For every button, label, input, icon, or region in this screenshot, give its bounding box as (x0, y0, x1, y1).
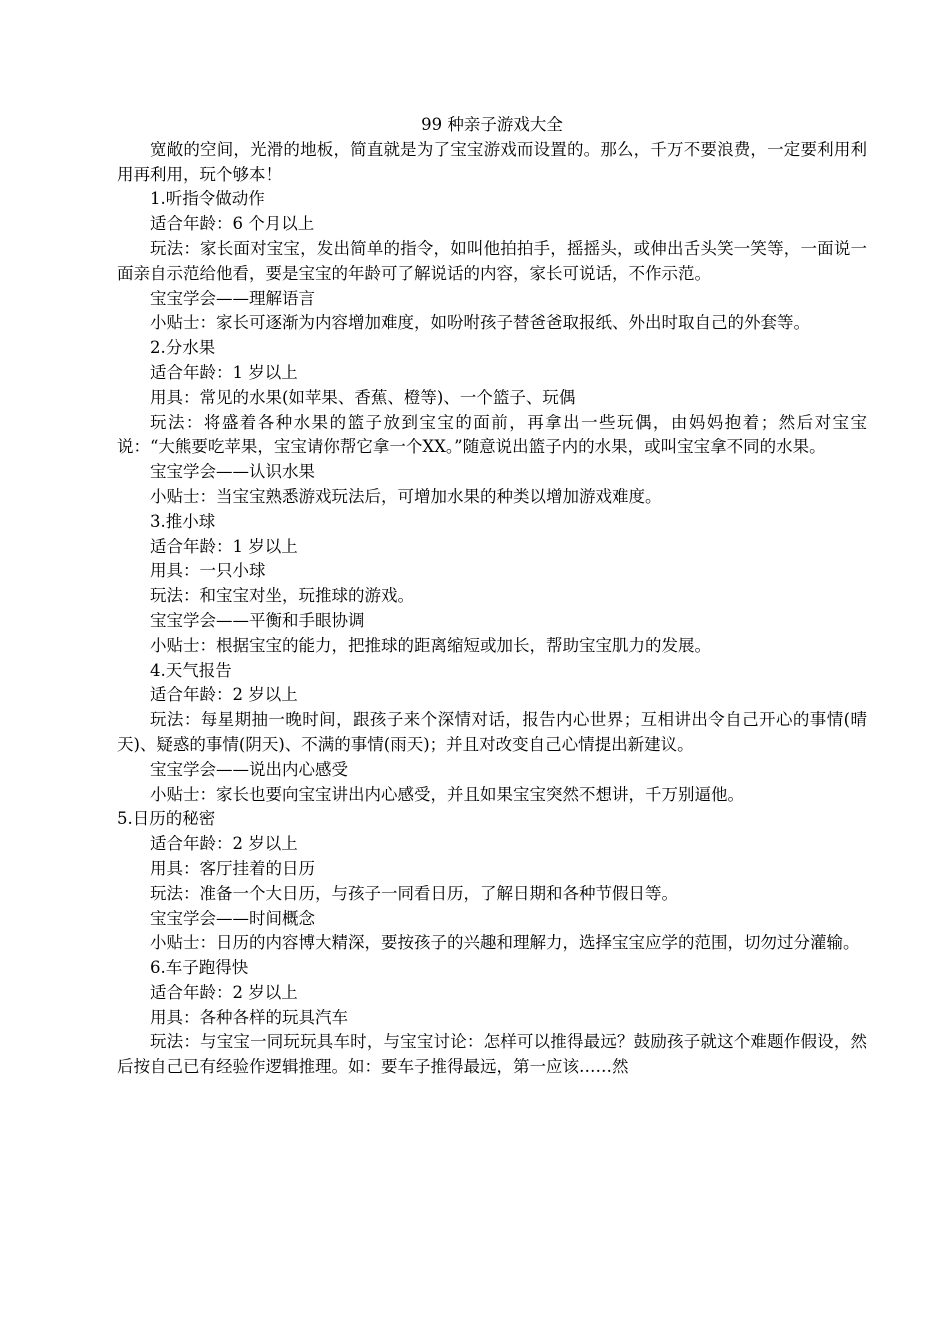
paragraph: 小贴士：当宝宝熟悉游戏玩法后，可增加水果的种类以增加游戏难度。 (150, 486, 662, 506)
paragraph: 玩法：每星期抽一晚时间，跟孩子来个深情对话，报告内心世界；互相讲出令自己开心的事情(晴天)、疑惑的事情(阴天)、不满的事情(雨天)；并且对改变自己心情提出新建议。 (117, 710, 867, 754)
paragraph: 适合年龄：2 岁以上 (150, 982, 298, 1002)
paragraph: 5.日历的秘密 (117, 809, 216, 829)
paragraph: 宽敞的空间，光滑的地板，简直就是为了宝宝游戏而设置的。那么，千万不要浪费，一定要利用利用再利用，玩个够本！ (117, 139, 867, 184)
paragraph: 适合年龄：2 岁以上 (150, 685, 298, 705)
document-body (117, 138, 867, 1080)
paragraph: 小贴士：家长也要向宝宝讲出内心感受，并且如果宝宝突然不想讲，千万别逼他。 (150, 784, 744, 804)
paragraph: 宝宝学会——平衡和手眼协调 (150, 610, 365, 630)
paragraph: 适合年龄：2 岁以上 (150, 834, 298, 854)
paragraph: 小贴士：日历的内容博大精深，要按孩子的兴趣和理解力，选择宝宝应学的范围，切勿过分灌输。 (150, 933, 860, 953)
paragraph: 3.推小球 (150, 511, 216, 531)
paragraph: 宝宝学会——时间概念 (150, 908, 315, 928)
paragraph: 适合年龄：1 岁以上 (150, 362, 298, 382)
paragraph: 小贴士：家长可逐渐为内容增加难度，如吩咐孩子替爸爸取报纸、外出时取自己的外套等。 (150, 313, 810, 333)
paragraph: 4.天气报告 (150, 660, 232, 680)
document-page (117, 113, 867, 1080)
paragraph: 1.听指令做动作 (150, 189, 265, 209)
document-title: 99 种亲子游戏大全 (421, 115, 563, 134)
paragraph: 宝宝学会——说出内心感受 (150, 759, 348, 779)
paragraph: 6.车子跑得快 (150, 958, 249, 978)
paragraph: 用具：常见的水果(如苹果、香蕉、橙等)、一个篮子、玩偶 (150, 387, 576, 407)
paragraph: 2.分水果 (150, 338, 216, 358)
paragraph: 小贴士：根据宝宝的能力，把推球的距离缩短或加长，帮助宝宝肌力的发展。 (150, 635, 711, 655)
paragraph: 适合年龄：1 岁以上 (150, 536, 298, 556)
paragraph: 玩法：准备一个大日历，与孩子一同看日历，了解日期和各种节假日等。 (150, 883, 678, 903)
paragraph: 宝宝学会——认识水果 (150, 462, 315, 482)
paragraph: 玩法：将盛着各种水果的篮子放到宝宝的面前，再拿出一些玩偶，由妈妈抱着；然后对宝宝说：“大熊要吃苹果，宝宝请你帮它拿一个XX。”随意说出篮子内的水果，或叫宝宝拿不同的水果。 (117, 412, 867, 457)
paragraph: 玩法：与宝宝一同玩玩具车时，与宝宝讨论：怎样可以推得最远？鼓励孩子就这个难题作假设，然后按自己已有经验作逻辑推理。如：要车子推得最远，第一应该……然 (117, 1032, 867, 1077)
paragraph: 用具：各种各样的玩具汽车 (150, 1007, 348, 1027)
paragraph: 宝宝学会——理解语言 (150, 288, 315, 308)
paragraph: 用具：客厅挂着的日历 (150, 858, 315, 878)
paragraph: 用具：一只小球 (150, 561, 266, 581)
paragraph: 玩法：和宝宝对坐，玩推球的游戏。 (150, 586, 414, 606)
paragraph: 玩法：家长面对宝宝，发出简单的指令，如叫他拍拍手，摇摇头，或伸出舌头笑一笑等，一面说一面亲自示范给他看，要是宝宝的年龄可了解说话的内容，家长可说话，不作示范。 (117, 238, 867, 283)
paragraph: 适合年龄：6 个月以上 (150, 214, 315, 234)
